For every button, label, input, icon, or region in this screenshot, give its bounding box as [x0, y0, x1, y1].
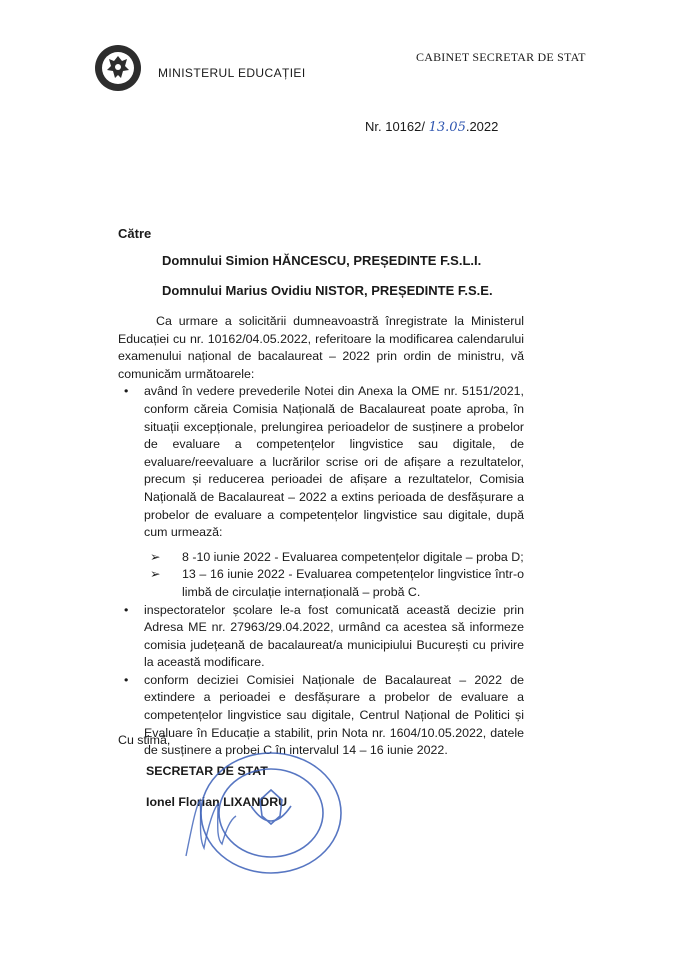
bullet-text-1: având în vedere prevederile Notei din Anexa la OME nr. 5151/2021, conform căreia Comisia Națională de Bacalaureat poate aproba, în situații excepționale, prelungirea perioadelor de susținere a probelor de evaluare a competențelor lingvistice sau digitale, de evaluare/reevaluare a lucrărilor scrise ori de afișare a rezultatelor, precum și reducerea perioadei de afișare a rezultatelor, Comisia Națională de Bacalaureat – 2022 a extins perioada de desfășurare a probelor de evaluare a competențelor lingvistice sau digitale, după cum urmează: — [144, 384, 524, 540]
recipient-line-1: Domnului Simion HĂNCESCU, PREȘEDINTE F.S.L.I. — [162, 253, 482, 268]
bullet-icon: • — [124, 384, 129, 399]
closing-greeting: Cu stimă, — [118, 733, 171, 747]
sub-item — [118, 566, 524, 601]
ministry-name: MINISTERUL EDUCAȚIEI — [158, 66, 306, 80]
handwritten-signature-icon — [178, 786, 258, 862]
government-emblem-icon — [94, 44, 142, 92]
bullet-item — [118, 672, 524, 760]
registration-prefix: Nr. 10162/ — [365, 119, 425, 134]
handwritten-date: 13.05 — [428, 120, 466, 135]
arrow-bullet-icon: ➢ — [150, 567, 161, 582]
bullet-text-3: conform deciziei Comisiei Naționale de Bacalaureat – 2022 de extindere a perioadei e desfășurare a probelor de evaluare a competențelor lingvistice sau digitale, Centrul Național de Politici și Evaluare în Educație a stabilit, prin Nota nr. 1604/10.05.2022, datele de susținere a probei C în intervalul 14 – 16 iunie 2022. — [144, 672, 524, 758]
bullet-text-2: inspectoratelor școlare le-a fost comunicată această decizie prin Adresa ME nr. 27963/29.04.2022, urmând ca acestea să informeze comisia județeană de bacalaureat/a municipiului București cu privire la această modificare. — [144, 602, 524, 670]
letter-body — [118, 313, 524, 760]
bullet-item — [118, 383, 524, 541]
sub-text-2: 13 – 16 iunie 2022 - Evaluarea competențelor lingvistice într-o limbă de circulație internațională – probă C. — [182, 567, 524, 599]
bullet-icon: • — [124, 672, 129, 687]
registration-year: .2022 — [465, 119, 499, 134]
sub-text-1: 8 -10 iunie 2022 - Evaluarea competențelor digitale – proba D; — [182, 549, 524, 564]
registration-number — [365, 119, 498, 135]
cabinet-label: CABINET SECRETAR DE STAT — [416, 50, 586, 64]
sub-item — [118, 549, 524, 567]
recipient-line-2: Domnului Marius Ovidiu NISTOR, PREȘEDINTE F.S.E. — [162, 283, 493, 298]
bullet-item — [118, 602, 524, 672]
signatory-title: SECRETAR DE STAT — [146, 764, 268, 778]
signatory-name: Ionel Florian LIXANDRU — [146, 795, 288, 809]
intro-paragraph: Ca urmare a solicitării dumneavoastră înregistrate la Ministerul Educației cu nr. 10162/04.05.2022, referitoare la modificarea calendarului examenului național de bacalaureat – 2022 prin ordin de ministru, vă comunicăm următoarele: — [118, 314, 524, 381]
arrow-bullet-icon: ➢ — [150, 549, 161, 564]
recipient-to: Către — [118, 226, 152, 241]
bullet-icon: • — [124, 602, 129, 617]
